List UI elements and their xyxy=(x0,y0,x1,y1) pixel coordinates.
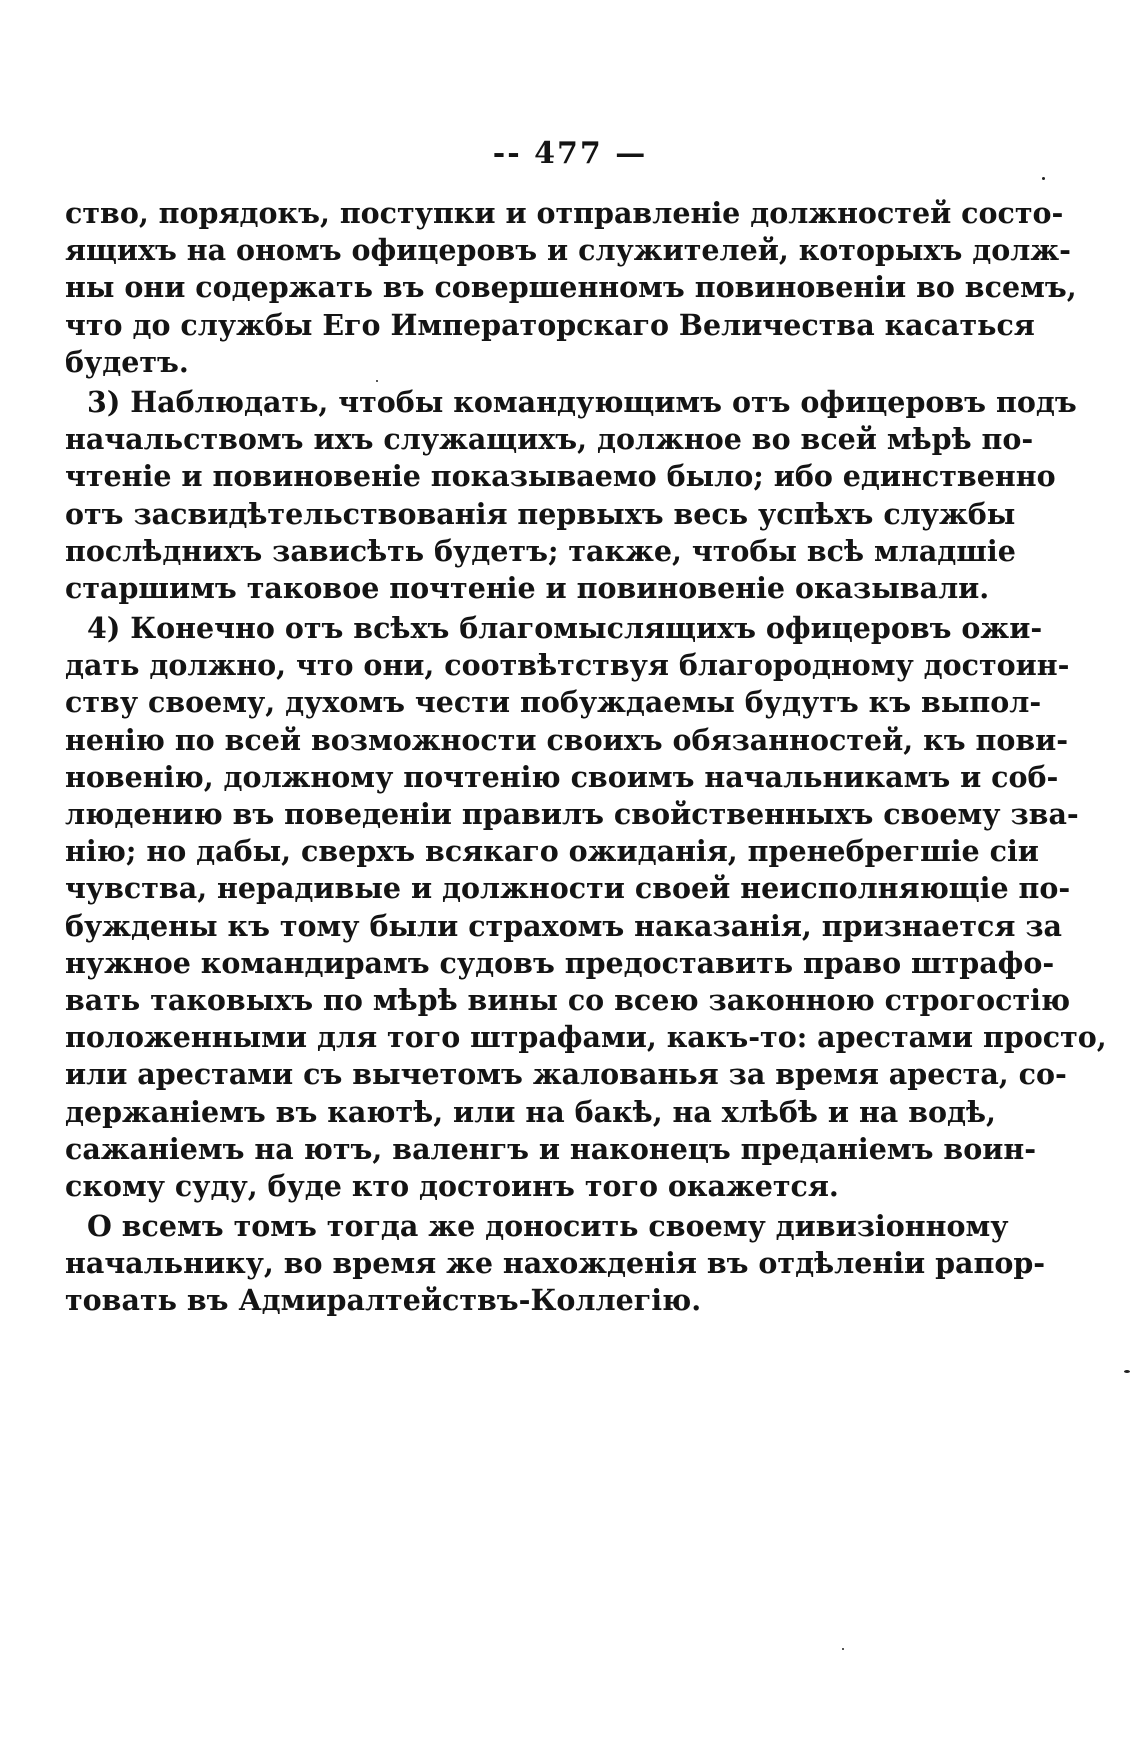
text-line: чувства, нерадивые и должности своей неисполняющіе по- xyxy=(65,871,1071,906)
paragraph-1 xyxy=(65,195,1077,381)
text-line: что до службы Его Императорскаго Величества касаться xyxy=(65,307,1035,342)
text-line: старшимъ таковое почтеніе и повиновеніе оказывали. xyxy=(65,570,990,605)
text-line: людению въ поведеніи правилъ свойственныхъ своему зва- xyxy=(65,797,1079,831)
text-line: буждены къ тому были страхомъ наказанія, признается за xyxy=(65,908,1062,943)
text-line: начальствомъ ихъ служащихъ, должное во всей мѣрѣ по- xyxy=(65,422,1034,457)
scan-speck xyxy=(842,1648,844,1650)
scan-speck xyxy=(376,380,378,382)
text-line: ству своему, духомъ чести побуждаемы будутъ къ выпол- xyxy=(65,685,1042,720)
text-line: вать таковыхъ по мѣрѣ вины со всею законною строгостію xyxy=(65,982,1071,1017)
text-line: 3) Наблюдать, чтобы командующимъ отъ офицеровъ подъ xyxy=(87,384,1077,419)
text-line: или арестами съ вычетомъ жалованья за время ареста, со- xyxy=(65,1057,1067,1092)
text-line: 4) Конечно отъ всѣхъ благомыслящихъ офицеровъ ожи- xyxy=(87,611,1043,646)
text-line: ны они содержать въ совершенномъ повиновеніи во всемъ, xyxy=(65,270,1077,305)
text-line: послѣднихъ зависѣть будетъ; также, чтобы всѣ младшіе xyxy=(65,533,1016,568)
paragraph-3 xyxy=(65,610,1107,1205)
paragraph-4 xyxy=(65,1208,1046,1320)
text-line: дать должно, что они, соотвѣтствуя благородному достоин- xyxy=(65,648,1070,683)
scan-speck xyxy=(1124,1370,1130,1373)
body-text xyxy=(65,195,1107,1320)
text-line: будетъ. xyxy=(65,344,189,379)
text-line: О всемъ томъ тогда же доносить своему дивизіонному xyxy=(87,1209,1009,1244)
text-line: товать въ Адмиралтействъ-Коллегію. xyxy=(65,1283,702,1318)
text-line: отъ засвидѣтельствованія первыхъ весь успѣхъ службы xyxy=(65,496,1016,531)
text-line: ненію по всей возможности своихъ обязанностей, къ пови- xyxy=(65,722,1069,757)
paragraph-2 xyxy=(65,384,1077,607)
text-line: ство, порядокъ, поступки и отправленіе должностей состо- xyxy=(65,196,1064,230)
text-line: нію; но дабы, сверхъ всякаго ожиданія, пренебрегшіе сіи xyxy=(65,834,1039,869)
text-line: сажаніемъ на ютъ, валенгъ и наконецъ преданіемъ воин- xyxy=(65,1131,1037,1166)
text-line: ящихъ на ономъ офицеровъ и служителей, которыхъ долж- xyxy=(65,233,1071,268)
text-line: положенными для того штрафами, какъ-то: арестами просто, xyxy=(65,1020,1107,1055)
scan-speck xyxy=(1042,177,1045,180)
text-line: чтеніе и повиновеніе показываемо было; ибо единственно xyxy=(65,459,1056,494)
text-line: нужное командирамъ судовъ предоставить право штрафо- xyxy=(65,945,1055,980)
text-line: держаніемъ въ каютѣ, или на бакѣ, на хлѣбѣ и на водѣ, xyxy=(65,1094,996,1129)
text-line: начальнику, во время же нахожденія въ отдѣленіи рапор- xyxy=(65,1246,1046,1281)
text-line: скому суду, буде кто достоинъ того окажется. xyxy=(65,1168,839,1203)
text-line: новенію, должному почтенію своимъ начальникамъ и соб- xyxy=(65,759,1059,794)
page-number: -- 477 — xyxy=(492,136,648,171)
